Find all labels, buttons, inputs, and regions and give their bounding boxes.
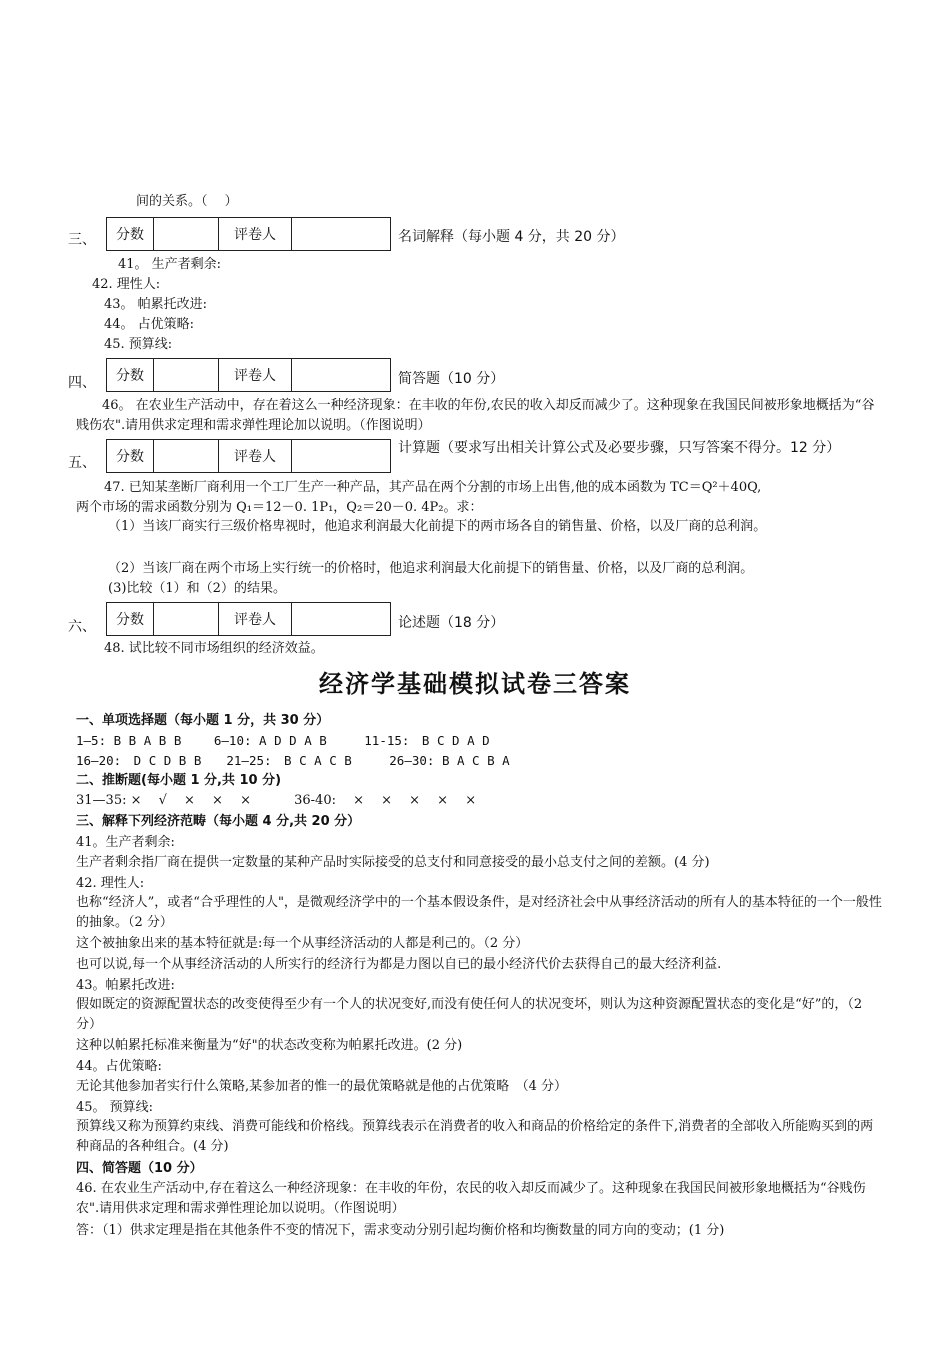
question-46: 46。 在农业生产活动中，存在着这么一种经济现象：在丰收的年份,农民的收入却反而减少了。这种现象在我国民间被形象地概括为“谷贱伤农".请用供求定理和需求弹性理论加以说明。（作图说明） bbox=[76, 398, 875, 433]
answer-42-body: 这个被抽象出来的基本特征就是:每一个从事经济活动的人都是利己的。（2 分） bbox=[76, 936, 529, 951]
question-44: 44。 占优策略: bbox=[104, 317, 195, 332]
section-number: 三、 bbox=[68, 232, 96, 248]
section-number: 六、 bbox=[68, 619, 96, 635]
question-47-part-1: （1）当该厂商实行三级价格卑视时，他追求利润最大化前提下的两市场各自的销售量、价格，以及厂商的总利润。 bbox=[108, 519, 767, 534]
answer-41-heading: 41。生产者剩余: bbox=[76, 835, 175, 850]
answer-43-heading: 43。帕累托改进: bbox=[76, 978, 175, 993]
question-42: 42. 理性人: bbox=[92, 277, 161, 292]
question-43: 43。 帕累托改进: bbox=[104, 297, 208, 312]
answer-44-heading: 44。占优策略: bbox=[76, 1059, 162, 1074]
previous-question-tail: 间的关系。（ ） bbox=[136, 194, 238, 209]
score-box bbox=[106, 217, 391, 251]
score-field[interactable] bbox=[154, 218, 219, 251]
score-box bbox=[106, 358, 391, 392]
answer-41-body: 生产者剩余指厂商在提供一定数量的某种产品时实际接受的总支付和同意接受的最小总支付之间的差额。(4 分) bbox=[76, 855, 710, 870]
answer-46-question: 46. 在农业生产活动中,存在着这么一种经济现象：在丰收的年份，农民的收入却反而减少了。这种现象在我国民间被形象地概括为“谷贱伤农".请用供求定理和需求弹性理论加以说明。（作图说明） bbox=[76, 1181, 866, 1216]
question-47-line-1: 47. 已知某垄断厂商利用一个工厂生产一种产品，其产品在两个分割的市场上出售,他的成本函数为 TC＝Q²＋40Q, bbox=[104, 480, 762, 495]
answer-section-heading: 二、推断题(每小题 1 分,共 10 分) bbox=[76, 773, 282, 788]
section-description: 名词解释（每小题 4 分，共 20 分） bbox=[398, 229, 625, 245]
question-48: 48. 试比较不同市场组织的经济效益。 bbox=[104, 641, 324, 656]
answer-mc-row-2: 16—20: D C D B B 21—25: B C A C B 26—30: B A C B A bbox=[76, 753, 510, 768]
answer-42-body: 也可以说,每一个从事经济活动的人所实行的经济行为都是力图以自已的最小经济代价去获得自己的最大经济利益. bbox=[76, 957, 722, 972]
grader-field[interactable] bbox=[292, 440, 391, 473]
question-41: 41。 生产者剩余: bbox=[118, 257, 222, 272]
section-number: 五、 bbox=[68, 455, 96, 471]
answer-42-body: 也称“经济人”，或者“合乎理性的人"，是微观经济学中的一个基本假设条件，是对经济社会中从事经济活动的所有人的基本特征的一个一般性的抽象。（2 分） bbox=[76, 895, 882, 930]
question-47-line-2: 两个市场的需求函数分别为 Q₁＝12－0. 1P₁，Q₂＝20－0. 4P₂。求： bbox=[76, 500, 483, 515]
score-field[interactable] bbox=[154, 359, 219, 392]
answer-43-body: 这种以帕累托标准来衡量为“好"的状态改变称为帕累托改进。(2 分) bbox=[76, 1038, 463, 1053]
section-description: 计算题（要求写出相关计算公式及必要步骤，只写答案不得分。12 分） bbox=[398, 440, 841, 456]
section-description: 论述题（18 分） bbox=[398, 615, 505, 631]
answer-45-body: 预算线又称为预算约束线、消费可能线和价格线。预算线表示在消费者的收入和商品的价格给定的条件下,消费者的全部收入所能购买到的两种商品的各种组合。(4 分) bbox=[76, 1119, 874, 1154]
score-box bbox=[106, 439, 391, 473]
grader-label: 评卷人 bbox=[219, 440, 292, 473]
answer-45-heading: 45。 预算线: bbox=[76, 1100, 154, 1115]
grader-label: 评卷人 bbox=[219, 359, 292, 392]
answer-section-heading: 三、解释下列经济范畴（每小题 4 分,共 20 分） bbox=[76, 814, 361, 829]
answer-46-body: 答：（1）供求定理是指在其他条件不变的情况下，需求变动分别引起均衡价格和均衡数量的同方向的变动；(1 分) bbox=[76, 1223, 725, 1238]
answer-tf-row: 31—35: × √ × × × 36-40: × × × × × bbox=[76, 793, 477, 808]
score-field[interactable] bbox=[154, 603, 219, 636]
score-field[interactable] bbox=[154, 440, 219, 473]
answer-43-body: 假如既定的资源配置状态的改变使得至少有一个人的状况变好,而没有使任何人的状况变坏，则认为这种资源配置状态的变化是“好”的，（2 分） bbox=[76, 997, 863, 1032]
score-label: 分数 bbox=[107, 440, 154, 473]
score-label: 分数 bbox=[107, 603, 154, 636]
grader-field[interactable] bbox=[292, 218, 391, 251]
answer-title: 经济学基础模拟试卷三答案 bbox=[319, 669, 631, 698]
answer-42-heading: 42. 理性人: bbox=[76, 876, 145, 891]
answer-44-body: 无论其他参加者实行什么策略,某参加者的惟一的最优策略就是他的占优策略 （4 分） bbox=[76, 1079, 568, 1094]
grader-label: 评卷人 bbox=[219, 603, 292, 636]
section-number: 四、 bbox=[68, 375, 96, 391]
answer-section-heading: 四、简答题（10 分） bbox=[76, 1161, 203, 1176]
question-47-part-2: （2）当该厂商在两个市场上实行统一的价格时，他追求利润最大化前提下的销售量、价格，以及厂商的总利润。 bbox=[108, 561, 754, 576]
answer-section-heading: 一、单项选择题（每小题 1 分，共 30 分） bbox=[76, 713, 330, 728]
question-45: 45. 预算线: bbox=[104, 337, 173, 352]
score-box bbox=[106, 602, 391, 636]
question-47-part-3: (3)比较（1）和（2）的结果。 bbox=[108, 581, 286, 596]
answer-mc-row-1: 1—5: B B A B B 6—10: A D D A B 11-15: B C D A D bbox=[76, 733, 490, 748]
grader-field[interactable] bbox=[292, 359, 391, 392]
score-label: 分数 bbox=[107, 218, 154, 251]
section-description: 简答题（10 分） bbox=[398, 371, 505, 387]
grader-label: 评卷人 bbox=[219, 218, 292, 251]
grader-field[interactable] bbox=[292, 603, 391, 636]
score-label: 分数 bbox=[107, 359, 154, 392]
